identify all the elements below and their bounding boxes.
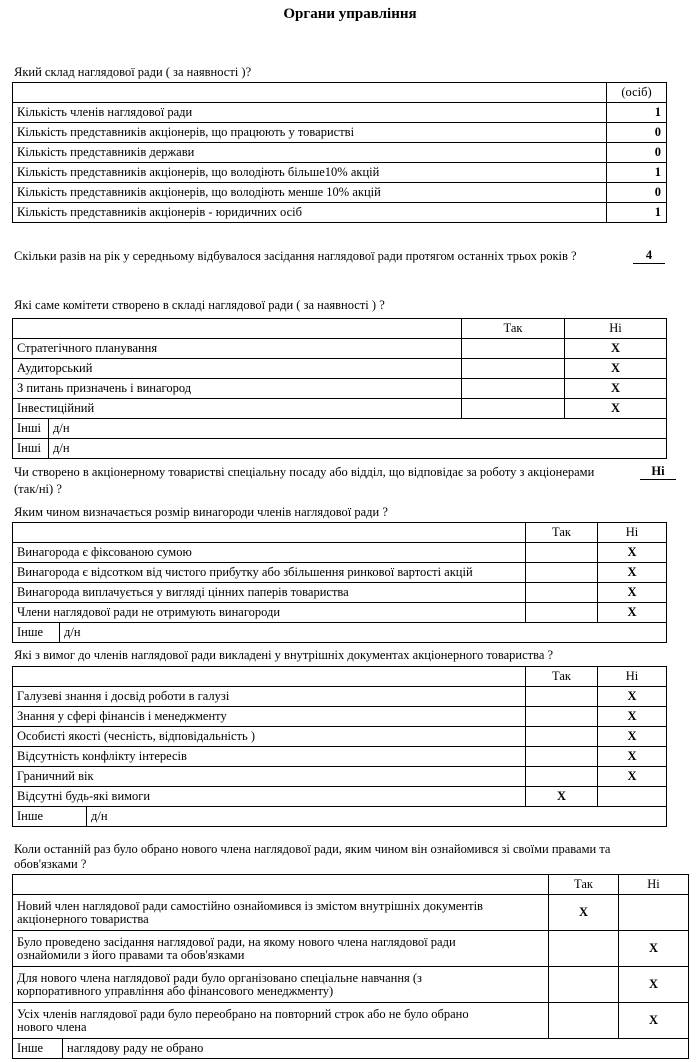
other-label: Інше [13,623,60,643]
familiarization-label: Для нового члена наглядової ради було організовано спеціальне навчання (з корпоративного управління або фінансового менеджменту) [13,967,549,1003]
col-yes-header: Так [549,875,619,895]
yes-mark [462,359,565,379]
meetings-question: Скільки разів на рік у середньому відбувалося засідання наглядової ради протягом останніх трьох років ? [14,249,577,263]
unit-label: (осіб) [607,83,667,103]
committees-question: Які саме комітети створено в складі наглядової ради ( за наявності ) ? [14,298,385,312]
familiarization-question-line1: Коли останній раз було обрано нового члена наглядової ради, яким чином він ознайомився зі своїми правами та [14,842,611,856]
page-title: Органи управління [283,6,417,22]
no-mark: X [565,379,667,399]
no-mark [598,787,667,807]
remuneration-label: Винагорода виплачується у вигляді цінних паперів товариства [13,583,526,603]
yes-mark [526,767,598,787]
composition-row-label: Кількість представників акціонерів - юридичних осіб [13,203,607,223]
other-value: д/н [60,623,667,643]
yes-mark [526,583,598,603]
yes-mark: X [549,895,619,931]
no-mark: X [598,603,667,623]
requirement-label: Граничний вік [13,767,526,787]
yes-mark [462,339,565,359]
composition-table [12,82,667,223]
col-no-header: Ні [598,667,667,687]
yes-mark [526,727,598,747]
no-mark: X [598,687,667,707]
no-mark: X [598,707,667,727]
familiarization-label: Усіх членів наглядової ради було переобрано на повторний строк або не було обрано нового члена [13,1003,549,1039]
committee-label: Аудиторський [13,359,462,379]
no-mark: X [598,747,667,767]
composition-row-value: 1 [607,203,667,223]
no-mark: X [565,359,667,379]
yes-mark [462,379,565,399]
other-label: Інше [13,1039,63,1059]
no-mark: X [565,399,667,419]
requirement-label: Галузеві знання і досвід роботи в галузі [13,687,526,707]
requirement-label: Відсутність конфлікту інтересів [13,747,526,767]
no-mark: X [598,543,667,563]
other-label: Інше [13,807,87,827]
no-mark: X [598,727,667,747]
yes-mark [526,563,598,583]
other-label: Інші [13,419,49,439]
col-yes-header: Так [526,523,598,543]
remuneration-label: Винагорода є відсотком від чистого прибутку або збільшення ринкової вартості акцій [13,563,526,583]
other-label: Інші [13,439,49,459]
committees-table [12,318,667,459]
committee-label: Інвестиційний [13,399,462,419]
no-mark [619,895,689,931]
yes-mark [526,543,598,563]
composition-question: Який склад наглядової ради ( за наявності )? [14,65,252,79]
composition-row-label: Кількість членів наглядової ради [13,103,607,123]
composition-row-value: 0 [607,143,667,163]
special-position-answer: Ні [640,464,676,480]
requirement-label: Знання у сфері фінансів і менеджменту [13,707,526,727]
yes-mark [526,603,598,623]
other-value: д/н [87,807,667,827]
other-value: д/н [49,439,667,459]
yes-mark [549,967,619,1003]
composition-row-label: Кількість представників акціонерів, що володіють більше10% акцій [13,163,607,183]
no-mark: X [565,339,667,359]
yes-mark [549,931,619,967]
composition-row-value: 1 [607,163,667,183]
composition-row-value: 1 [607,103,667,123]
meetings-answer: 4 [633,248,665,264]
no-mark: X [598,767,667,787]
no-mark: X [619,931,689,967]
remuneration-label: Винагорода є фіксованою сумою [13,543,526,563]
remuneration-label: Члени наглядової ради не отримують винагороди [13,603,526,623]
composition-row-value: 0 [607,123,667,143]
yes-mark [526,747,598,767]
composition-row-value: 0 [607,183,667,203]
other-value: наглядову раду не обрано [63,1039,689,1059]
requirement-label: Відсутні будь-які вимоги [13,787,526,807]
committee-label: З питань призначень і винагород [13,379,462,399]
special-position-question-line2: (так/ні) ? [14,482,62,496]
requirements-question: Які з вимог до членів наглядової ради викладені у внутрішніх документах акціонерного товариства ? [14,648,554,662]
composition-row-label: Кількість представників акціонерів, що володіють менше 10% акцій [13,183,607,203]
composition-row-label: Кількість представників держави [13,143,607,163]
familiarization-question-line2: обов'язками ? [14,857,87,871]
yes-mark [526,707,598,727]
other-value: д/н [49,419,667,439]
committee-label: Стратегічного планування [13,339,462,359]
no-mark: X [619,967,689,1003]
yes-mark [462,399,565,419]
no-mark: X [598,563,667,583]
remuneration-table [12,522,667,643]
composition-row-label: Кількість представників акціонерів, що працюють у товаристві [13,123,607,143]
requirement-label: Особисті якості (чесність, відповідальність ) [13,727,526,747]
familiarization-table [12,874,689,1059]
familiarization-label: Було проведено засідання наглядової ради, на якому нового члена наглядової ради ознайомили з його правами та обов'язками [13,931,549,967]
remuneration-question: Яким чином визначається розмір винагороди членів наглядової ради ? [14,505,388,519]
col-yes-header: Так [462,319,565,339]
requirements-table [12,666,667,827]
yes-mark [549,1003,619,1039]
col-no-header: Ні [565,319,667,339]
no-mark: X [619,1003,689,1039]
no-mark: X [598,583,667,603]
special-position-question-line1: Чи створено в акціонерному товаристві спеціальну посаду або відділ, що відповідає за роботу з акціонерами [14,465,595,479]
familiarization-label: Новий член наглядової ради самостійно ознайомився із змістом внутрішніх документів акціонерного товариства [13,895,549,931]
yes-mark [526,687,598,707]
col-yes-header: Так [526,667,598,687]
col-no-header: Ні [619,875,689,895]
col-no-header: Ні [598,523,667,543]
yes-mark: X [526,787,598,807]
